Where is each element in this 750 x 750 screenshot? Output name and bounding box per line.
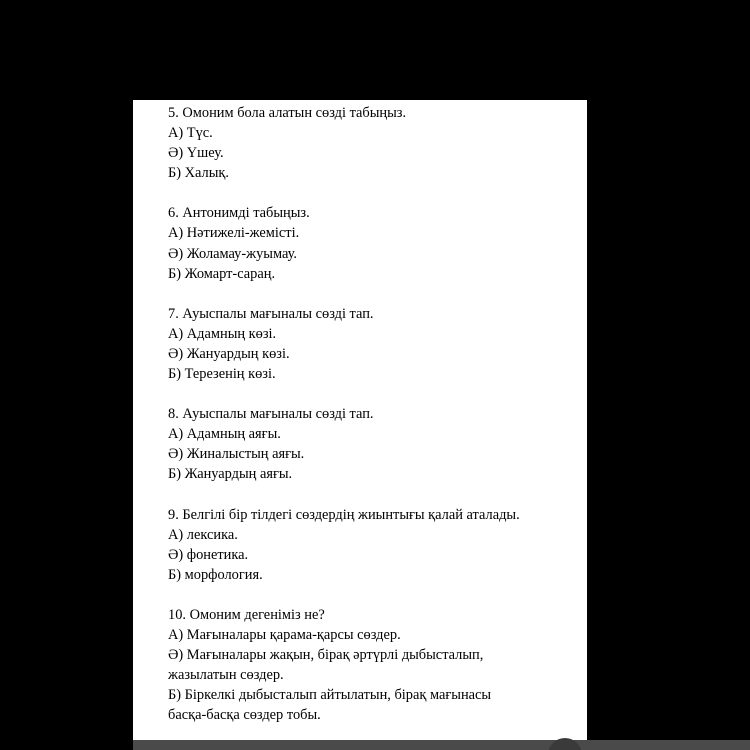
answer-option-a: А) Түс.: [168, 125, 213, 142]
bottom-scrollbar[interactable]: [133, 740, 750, 750]
question-prompt: 8. Ауыспалы мағыналы сөзді тап.: [168, 406, 374, 423]
answer-option-a: А) лексика.: [168, 526, 238, 543]
answer-option-ae-continued: жазылатын сөздер.: [168, 667, 284, 684]
question-5: [168, 103, 587, 183]
answer-option-a: А) Адамның аяғы.: [168, 426, 281, 443]
answer-option-a: А) Адамның көзі.: [168, 325, 277, 342]
answer-option-b: Б) Біркелкі дыбысталып айтылатын, бірақ мағынасы: [168, 687, 492, 704]
answer-option-ae: Ә) фонетика.: [168, 546, 249, 563]
question-7: [168, 304, 587, 384]
answer-option-a: А) Нәтижелі-жемісті.: [168, 225, 300, 242]
question-prompt: 5. Омоним бола алатын сөзді табыңыз.: [168, 105, 407, 121]
document-page: [133, 100, 587, 750]
question-9: [168, 505, 587, 585]
question-10: [168, 605, 587, 726]
answer-option-b-continued: басқа-басқа сөздер тобы.: [168, 707, 321, 724]
question-prompt: 6. Антонимді табыңыз.: [168, 205, 310, 222]
answer-option-ae: Ә) Мағыналары жақын, бірақ әртүрлі дыбысталып,: [168, 647, 484, 664]
question-6: [168, 203, 587, 283]
answer-option-ae: Ә) Үшеу.: [168, 145, 224, 162]
question-prompt: 7. Ауыспалы мағыналы сөзді тап.: [168, 305, 374, 322]
answer-option-ae: Ә) Жиналыстың аяғы.: [168, 446, 305, 463]
answer-option-a: А) Мағыналары қарама-қарсы сөздер.: [168, 626, 401, 643]
answer-option-b: Б) Жануардың аяғы.: [168, 466, 293, 483]
answer-option-b: Б) Халық.: [168, 165, 229, 182]
answer-option-b: Б) морфология.: [168, 566, 263, 583]
question-prompt: 9. Белгілі бір тілдегі сөздердің жиынтығы қалай аталады.: [168, 506, 520, 523]
answer-option-ae: Ә) Жануардың көзі.: [168, 345, 290, 362]
answer-option-ae: Ә) Жоламау-жуымау.: [168, 245, 297, 262]
answer-option-b: Б) Жомарт-сараң.: [168, 265, 276, 282]
question-prompt: 10. Омоним дегеніміз не?: [168, 606, 325, 623]
question-8: [168, 404, 587, 484]
answer-option-b: Б) Терезенің көзі.: [168, 366, 276, 383]
